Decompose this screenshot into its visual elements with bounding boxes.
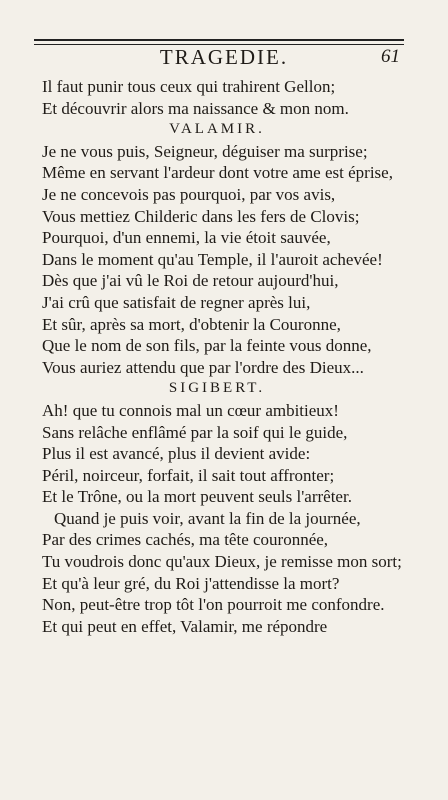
verse-line: Il faut punir tous ceux qui trahirent Gellon; (42, 77, 336, 96)
verse-line: Plus il est avancé, plus il devient avide: (42, 444, 311, 464)
verse-line: Et qui peut en effet, Valamir, me répondre (42, 616, 328, 636)
verse-line: Vous auriez attendu que par l'ordre des Dieux... (42, 357, 364, 377)
verse-line: Non, peut-être trop tôt l'on pourroit me confondre. (42, 595, 385, 615)
verse-line: Et sûr, après sa mort, d'obtenir la Couronne, (42, 314, 341, 334)
verse-line: Et qu'à leur gré, du Roi j'attendisse la mort? (42, 573, 340, 593)
verse-text (42, 76, 412, 637)
verse-line: Quand je puis voir, avant la fin de la journée, (54, 508, 361, 528)
running-title: TRAGEDIE. (159, 45, 289, 69)
verse-line: Pourquoi, d'un ennemi, la vie étoit sauvée, (42, 228, 331, 248)
verse-line: Je ne vous puis, Seigneur, déguiser ma surprise; (42, 141, 368, 161)
verse-line: Même en servant l'ardeur dont votre ame est éprise, (42, 163, 393, 183)
verse-line: Je ne concevois pas pourquoi, par vos avis, (42, 184, 336, 204)
verse-line: Dès que j'ai vû le Roi de retour aujourd'hui, (42, 271, 339, 291)
verse-line: Que le nom de son fils, par la feinte vous donne, (42, 336, 372, 356)
verse-line: Vous mettiez Childeric dans les fers de Clovis; (42, 206, 360, 226)
verse-line: Sans relâche enflâmé par la soif qui le guide, (42, 422, 348, 442)
verse-line: Et découvrir alors ma naissance & mon nom. (42, 98, 349, 118)
verse-line: Tu voudrois donc qu'aux Dieux, je remisse mon sort; (42, 552, 402, 572)
verse-line: Dans le moment qu'au Temple, il l'auroit achevée! (42, 249, 383, 269)
page-number: 61 (381, 46, 400, 67)
speaker-name: SIGIBERT. (168, 380, 266, 397)
verse-line: Par des crimes cachés, ma tête couronnée, (42, 530, 329, 550)
verse-line: Et le Trône, ou la mort peuvent seuls l'arrêter. (42, 487, 352, 507)
verse-line: Péril, noirceur, forfait, il sait tout affronter; (42, 465, 335, 485)
verse-line: J'ai crû que satisfait de regner après lui, (42, 292, 311, 312)
verse-line: Ah! que tu connois mal un cœur ambitieux! (42, 400, 339, 420)
speaker-name: VALAMIR. (169, 121, 265, 138)
